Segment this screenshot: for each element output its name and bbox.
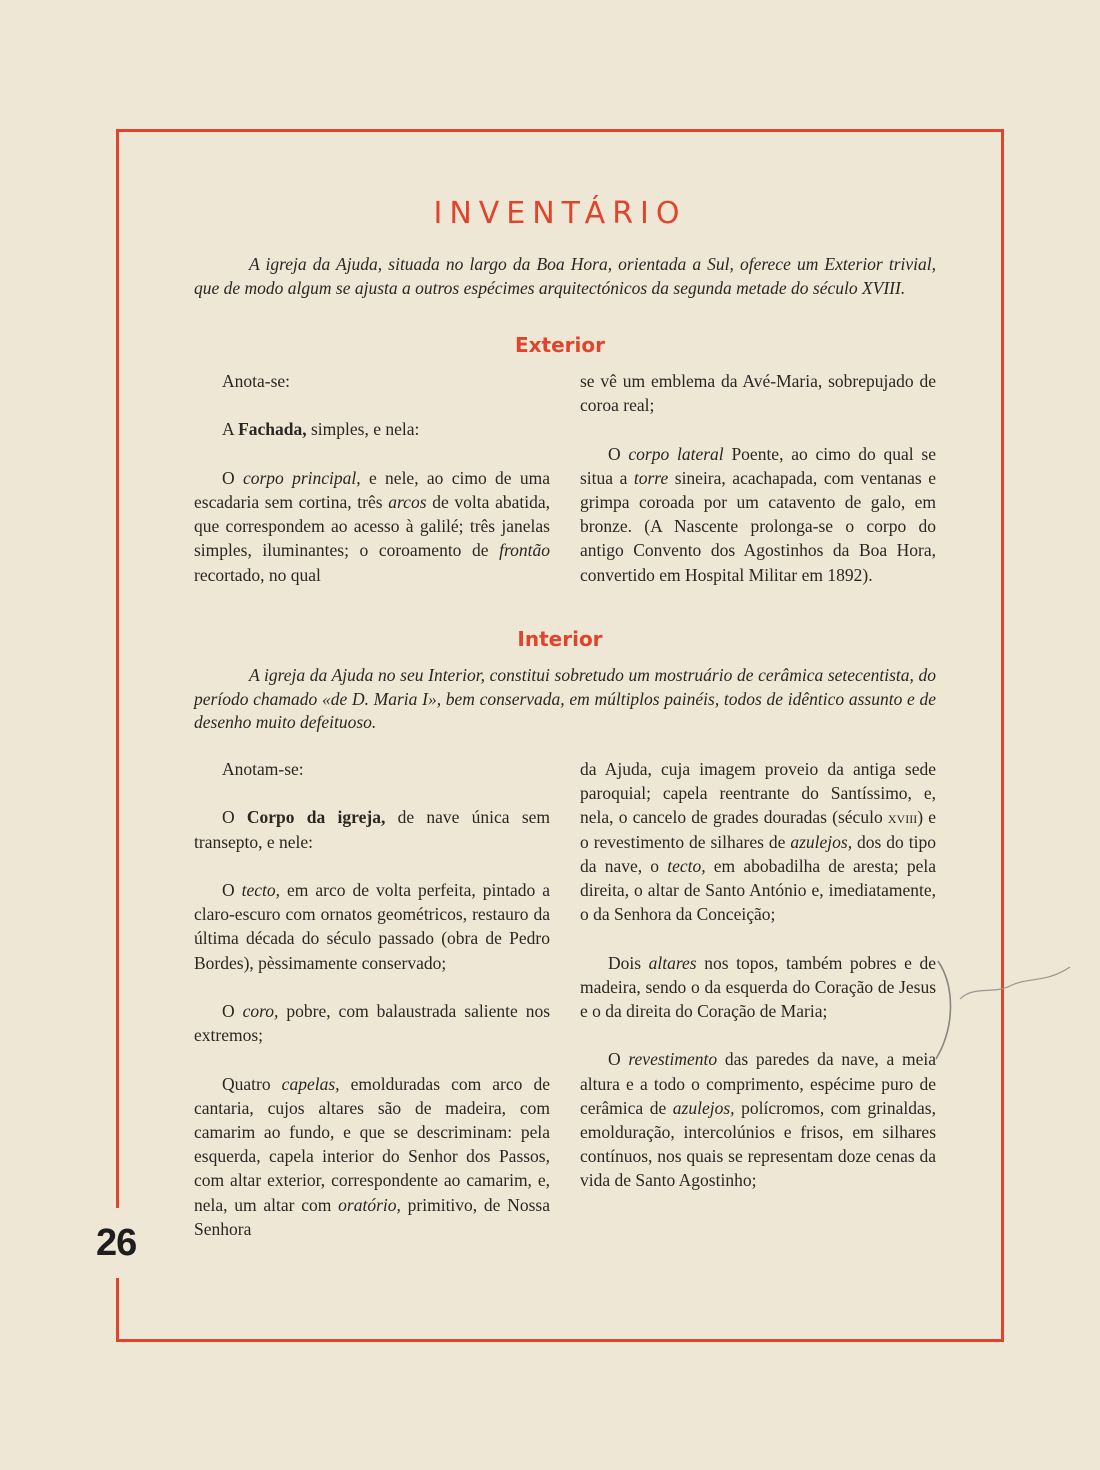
interior-intro-paragraph: A igreja da Ajuda no seu Interior, constitui sobretudo um mostruário de cerâmica setecentista, do período chamado «de D. Maria I», bem conservada, em múltiplos painéis, todos de idêntico assunto e de desenho muito defeituoso. (194, 665, 936, 732)
paragraph: O corpo principal, e nele, ao cimo de uma escadaria sem cortina, três arcos de volta abatida, que correspondem ao acesso à galilé; três janelas simples, iluminantes; o coroamento de frontão recortado, no qual (194, 467, 550, 585)
interior-right-column (580, 757, 936, 1193)
exterior-heading: Exterior (514, 333, 605, 357)
paragraph: O coro, pobre, com balaustrada saliente nos extremos; (194, 1000, 551, 1046)
paragraph: Anotam-se: (222, 759, 304, 779)
page-number: 26 (96, 1222, 137, 1264)
interior-left-column (194, 757, 550, 1241)
paragraph: O corpo lateral Poente, ao cimo do qual se situa a torre sineira, acachapada, com ventanas e grimpa coroada por um catavento de galo, em bronze. (A Nascente prolonga-se o corpo do antigo Convento dos Agostinhos da Boa Hora, convertido em Hospital Militar em 1892). (580, 443, 936, 585)
intro-paragraph: A igreja da Ajuda, situada no largo da Boa Hora, orientada a Sul, oferece um Exterior trivial, que de modo algum se ajusta a outros espécimes arquitectónicos da segunda metade do século XVIII. (194, 254, 936, 298)
exterior-left-column (194, 369, 550, 587)
page-title: INVENTÁRIO (433, 196, 687, 231)
handwritten-annotation-icon (934, 955, 1084, 1065)
paragraph: da Ajuda, cuja imagem proveio da antiga sede paroquial; capela reentrante do Santíssimo, e, nela, o cancelo de grades douradas (século xviii) e o revestimento de silhares de azulejos, dos do tipo da nave, o tecto, em abobadilha de aresta; pela direita, o altar de Santo António e, imediatamente, o da Senhora da Conceição; (580, 759, 936, 925)
paragraph: Anota-se: (222, 371, 291, 391)
paragraph: se vê um emblema da Avé-Maria, sobrepujado de coroa real; (580, 371, 936, 416)
exterior-right-column (580, 369, 936, 587)
paragraph: O Corpo da igreja, de nave única sem transepto, e nele: (194, 807, 551, 852)
paragraph: Quatro capelas, emolduradas com arco de cantaria, cujos altares são de madeira, com camarim ao fundo, e que se descriminam: pela esquerda, capela interior do Senhor dos Passos, com altar exterior, correspondente ao camarim, e, nela, um altar com oratório, primitivo, de Nossa Senhora (194, 1073, 550, 1239)
paragraph: O revestimento das paredes da nave, a meia altura e a todo o comprimento, espécime puro de cerâmica de azulejos, polícromos, com grinaldas, emolduração, intercolúnios e frisos, em silhares contínuos, nos quais se representam doze cenas da vida de Santo Agostinho; (580, 1049, 936, 1191)
interior-heading: Interior (517, 627, 603, 651)
paragraph: Dois altares nos topos, também pobres e de madeira, sendo o da esquerda do Coração de Jesus e o da direita do Coração de Maria; (580, 952, 936, 1022)
paragraph: A Fachada, simples, e nela: (222, 419, 420, 440)
paragraph: O tecto, em arco de volta perfeita, pintado a claro-escuro com ornatos geométricos, restauro da última década do século passado (obra de Pedro Bordes), pèssimamente conservado; (194, 879, 550, 973)
